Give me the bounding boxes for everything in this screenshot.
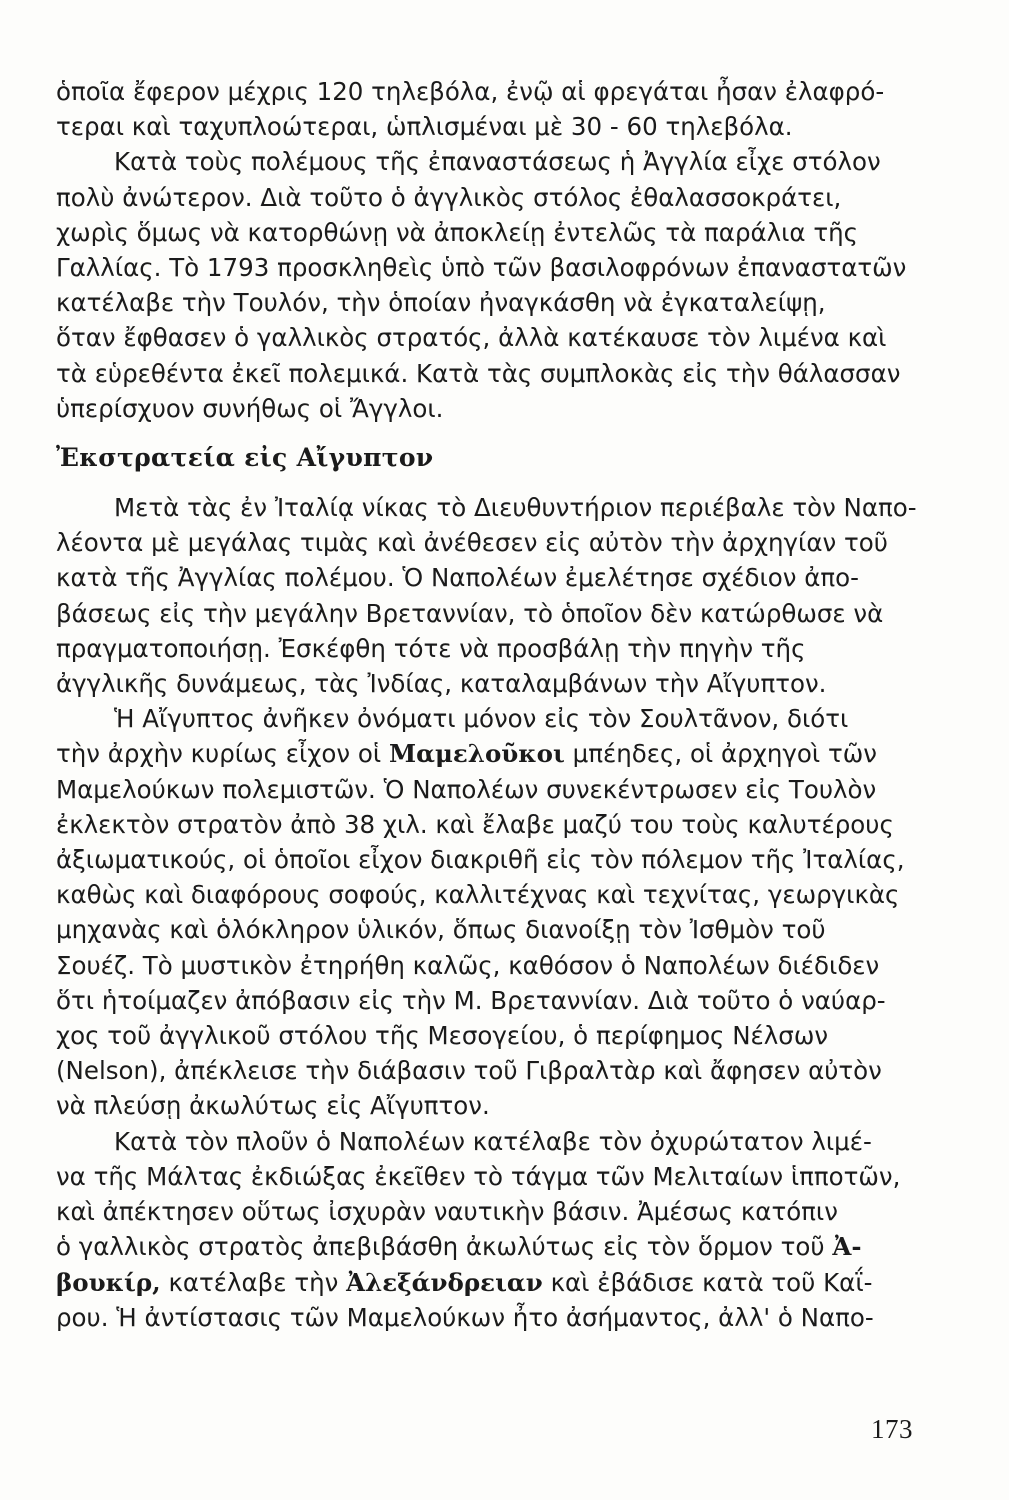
text-line	[56, 1229, 917, 1264]
text-run: καὶ ἐβάδισε κατὰ τοῦ Καΐ-	[542, 1267, 873, 1297]
text-line: ὁποῖα ἔφερον μέχρις 120 τηλεβόλα, ἐνῷ αἱ φρεγάται ἦσαν ἐλαφρό-	[56, 77, 885, 106]
paragraph-mameloukoi	[56, 701, 917, 1123]
text-line: ἀξιωματικούς, οἱ ὁποῖοι εἶχον διακριθῆ εἰς τὸν πόλεμον τῆς Ἰταλίας,	[56, 845, 905, 875]
text-line: ὅταν ἔφθασεν ὁ γαλλικὸς στρατός, ἀλλὰ κατέκαυσε τὸν λιμένα καὶ	[56, 323, 887, 353]
text-line: ἀγγλικῆς δυνάμεως, τὰς Ἰνδίας, καταλαμβάνων τὴν Αἴγυπτον.	[56, 669, 827, 699]
text-line: (Nelson), ἀπέκλεισε τὴν διάβασιν τοῦ Γιβραλτὰρ καὶ ἄφησεν αὐτὸν	[56, 1056, 882, 1086]
text-run: μπέηδες, οἱ ἀρχηγοὶ τῶν	[564, 739, 877, 769]
text-line: ὑπερίσχυον συνήθως οἱ Ἄγγλοι.	[56, 393, 444, 423]
text-line	[56, 736, 917, 771]
text-line: κατέλαβε τὴν Τουλόν, τὴν ὁποίαν ἠναγκάσθη νὰ ἐγκαταλείψῃ,	[56, 288, 826, 318]
text-line: Κατὰ τοὺς πολέμους τῆς ἐπαναστάσεως ἡ Ἀγγλία εἶχε στόλον	[114, 147, 881, 177]
bold-term-mameloukoi: Μαμελοῦκοι	[388, 739, 565, 769]
text-line	[56, 1265, 917, 1300]
paragraph-england-fleet	[56, 144, 917, 426]
paragraph-directory	[56, 490, 917, 701]
text-line: τεραι καὶ ταχυπλοώτεραι, ὡπλισμέναι μὲ 30 - 60 τηλεβόλα.	[56, 112, 793, 142]
bold-term-aboukir: Ἀ-	[832, 1232, 862, 1262]
text-line: νὰ πλεύσῃ ἀκωλύτως εἰς Αἴγυπτον.	[56, 1091, 490, 1121]
text-line: μηχανὰς καὶ ὁλόκληρον ὑλικόν, ὅπως διανοίξῃ τὸν Ἰσθμὸν τοῦ	[56, 915, 826, 945]
bold-term-aboukir-cont: βουκίρ,	[56, 1267, 161, 1297]
text-line: χος τοῦ ἀγγλικοῦ στόλου τῆς Μεσογείου, ὁ περίφημος Νέλσων	[56, 1021, 829, 1051]
section-heading: Ἐκστρατεία εἰς Αἴγυπτον	[56, 443, 434, 473]
text-run: ὁ γαλλικὸς στρατὸς ἀπεβιβάσθη ἀκωλύτως εἰς τὸν ὅρμον τοῦ	[56, 1232, 833, 1262]
paragraph-malta	[56, 1124, 917, 1335]
paragraph-ships	[56, 74, 917, 144]
text-line: ἐκλεκτὸν στρατὸν ἀπὸ 38 χιλ. καὶ ἔλαβε μαζύ του τοὺς καλυτέρους	[56, 809, 894, 839]
text-line: βάσεως εἰς τὴν μεγάλην Βρεταννίαν, τὸ ὁποῖον δὲν κατώρθωσε νὰ	[56, 598, 884, 628]
text-line: Γαλλίας. Τὸ 1793 προσκληθεὶς ὑπὸ τῶν βασιλοφρόνων ἐπαναστατῶν	[56, 253, 907, 283]
text-line: καὶ ἀπέκτησεν οὕτως ἰσχυρὰν ναυτικὴν βάσιν. Ἀμέσως κατόπιν	[56, 1197, 838, 1227]
text-line: χωρὶς ὅμως νὰ κατορθώνῃ νὰ ἀποκλείῃ ἐντελῶς τὰ παράλια τῆς	[56, 217, 859, 247]
text-line: Μετὰ τὰς ἐν Ἰταλίᾳ νίκας τὸ Διευθυντήριον περιέβαλε τὸν Ναπο-	[114, 493, 917, 523]
text-line: τὰ εὑρεθέντα ἐκεῖ πολεμικά. Κατὰ τὰς συμπλοκὰς εἰς τὴν θάλασσαν	[56, 358, 901, 388]
text-line: Σουέζ. Τὸ μυστικὸν ἐτηρήθη καλῶς, καθόσον ὁ Ναπολέων διέδιδεν	[56, 950, 880, 980]
text-line: κατὰ τῆς Ἀγγλίας πολέμου. Ὁ Ναπολέων ἐμελέτησε σχέδιον ἀπο-	[56, 563, 859, 593]
text-line: ρου. Ἡ ἀντίστασις τῶν Μαμελούκων ἦτο ἀσήμαντος, ἀλλ' ὁ Ναπο-	[56, 1302, 874, 1332]
page-number: 173	[871, 1414, 913, 1444]
text-run: τὴν ἀρχὴν κυρίως εἶχον οἱ	[56, 739, 389, 769]
bold-term-alexandreia: Ἀλεξάνδρειαν	[346, 1267, 543, 1297]
text-run: κατέλαβε τὴν	[160, 1267, 347, 1297]
text-line: λέοντα μὲ μεγάλας τιμὰς καὶ ἀνέθεσεν εἰς αὐτὸν τὴν ἀρχηγίαν τοῦ	[56, 528, 888, 558]
text-line: Κατὰ τὸν πλοῦν ὁ Ναπολέων κατέλαβε τὸν ὀχυρώτατον λιμέ-	[114, 1126, 872, 1156]
text-line: Ἡ Αἴγυπτος ἀνῆκεν ὀνόματι μόνον εἰς τὸν Σουλτᾶνον, διότι	[114, 704, 849, 734]
text-line: ὅτι ἡτοίμαζεν ἀπόβασιν εἰς τὴν Μ. Βρεταννίαν. Διὰ τοῦτο ὁ ναύαρ-	[56, 985, 886, 1015]
text-line: πραγματοποιήσῃ. Ἐσκέφθη τότε νὰ προσβάλῃ τὴν πηγὴν τῆς	[56, 633, 806, 663]
text-line: Μαμελούκων πολεμιστῶν. Ὁ Ναπολέων συνεκέντρωσεν εἰς Τουλὸν	[56, 774, 877, 804]
text-line: πολὺ ἀνώτερον. Διὰ τοῦτο ὁ ἀγγλικὸς στόλος ἐθαλασσοκράτει,	[56, 182, 842, 212]
text-line: καθὼς καὶ διαφόρους σοφούς, καλλιτέχνας καὶ τεχνίτας, γεωργικὰς	[56, 880, 900, 910]
text-line: να τῆς Μάλτας ἐκδιώξας ἐκεῖθεν τὸ τάγμα τῶν Μελιταίων ἱπποτῶν,	[56, 1161, 901, 1191]
